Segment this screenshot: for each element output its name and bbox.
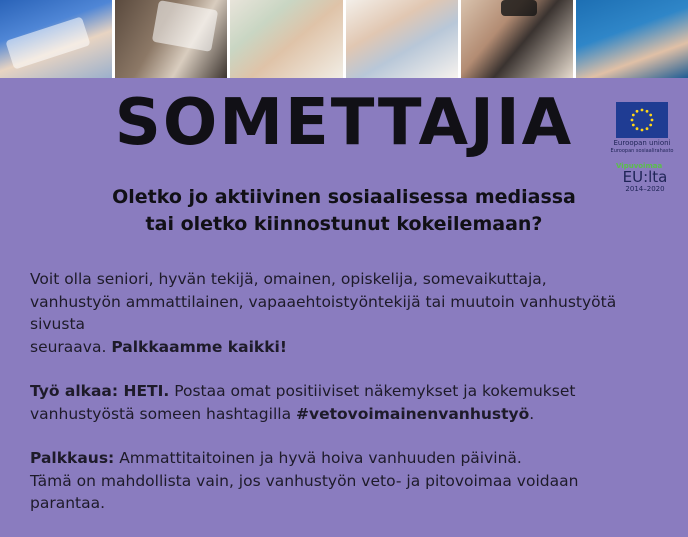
photo-strip	[0, 0, 688, 78]
intro-line-3	[30, 336, 630, 359]
vipuvoimaa-label: Vipuvoimaa	[616, 162, 663, 170]
photo-casual-person	[230, 0, 342, 78]
eu-caption	[606, 139, 678, 155]
pay-line-2: Tämä on mahdollista vain, jos vanhustyön veto- ja pitovoimaa voidaan parantaa.	[30, 471, 579, 512]
work-paragraph	[30, 380, 630, 425]
eu-flag-icon	[616, 102, 668, 138]
eu-caption-sub: Euroopan sosiaalirahasto	[610, 148, 674, 154]
page-title: SOMETTAJIA	[114, 86, 574, 160]
photo-tablet-woman	[0, 0, 112, 78]
work-label: Työ alkaa: HETI.	[30, 382, 170, 400]
photo-nurse	[576, 0, 688, 78]
program-years: 2014–2020	[625, 185, 665, 193]
hashtag: #vetovoimainenvanhustyö	[296, 404, 530, 423]
intro-line-1: Voit olla seniori, hyvän tekijä, omainen, opiskelija, somevaikuttaja,	[30, 270, 547, 288]
photo-camera-senior	[461, 0, 573, 78]
intro-line-3-text: seuraava.	[30, 337, 112, 356]
intro-line-2: vanhustyön ammattilainen, vapaaehtoistyöntekijä tai muutoin vanhustyötä sivusta	[30, 292, 617, 333]
intro-callout: Palkkaamme kaikki!	[111, 337, 287, 356]
body-text	[30, 268, 630, 537]
eu-caption-title: Euroopan unioni	[613, 139, 671, 147]
question-line-2: tai oletko kiinnostunut kokeilemaan?	[145, 213, 543, 235]
photo-tablet-hands	[115, 0, 227, 78]
pay-line-1	[30, 447, 630, 470]
work-line-2-text: vanhustyöstä someen hashtagilla	[30, 404, 296, 423]
pay-paragraph	[30, 447, 630, 515]
work-line-1-text: Postaa omat positiiviset näkemykset ja kokemukset	[169, 382, 576, 400]
question-heading	[100, 184, 588, 238]
intro-paragraph	[30, 268, 630, 358]
work-line-2-end: .	[529, 404, 535, 423]
photo-phone-earbuds	[346, 0, 458, 78]
question-line-1: Oletko jo aktiivinen sosiaalisessa mediassa	[112, 186, 576, 208]
pay-label: Palkkaus:	[30, 449, 115, 467]
work-line-1	[30, 380, 630, 403]
work-line-2	[30, 403, 630, 426]
eu-lta-logo: EU:lta	[622, 168, 668, 186]
pay-text: Ammattitaitoinen ja hyvä hoiva vanhuuden päivinä.	[114, 449, 522, 467]
